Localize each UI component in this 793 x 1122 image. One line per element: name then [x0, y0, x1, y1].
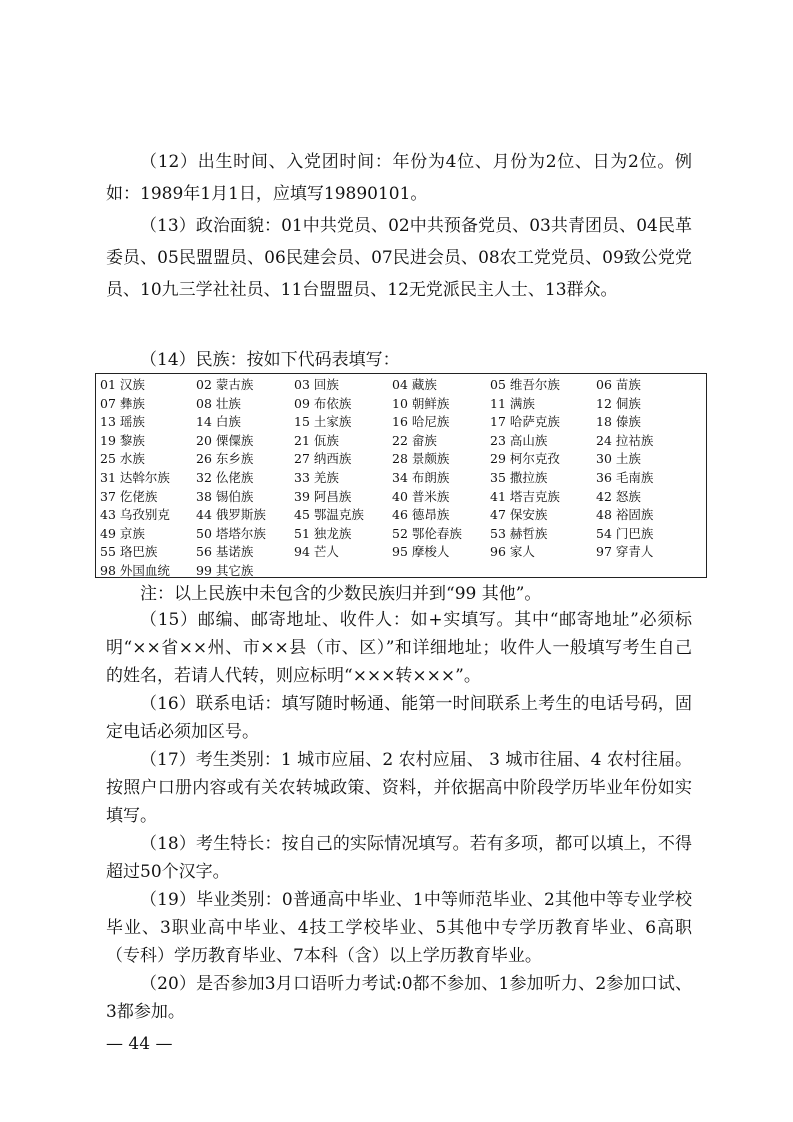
ethnic-code-cell: 49 京族 [100, 525, 145, 541]
paragraph-political-status: （13）政治面貌：01中共党员、02中共预备党员、03共青团员、04民革委员、05民盟盟员、06民建会员、07民进会员、08农工党党员、09致公党党员、10九三学社社员、11台盟盟员、12无党派民主人士、13群众。 [106, 216, 692, 300]
ethnic-code-cell: 29 柯尔克孜 [490, 451, 560, 467]
ethnic-code-cell: 54 门巴族 [596, 525, 654, 541]
ethnic-code-cell: 21 佤族 [294, 432, 339, 448]
ethnic-code-cell: 97 穿青人 [596, 544, 654, 560]
ethnic-code-cell: 50 塔塔尔族 [196, 525, 266, 541]
ethnic-code-cell: 40 普米族 [392, 488, 450, 504]
paragraph-oral-listening-exam: （20）是否参加3月口语听力考试:0都不参加、1参加听力、2参加口试、3都参加。 [106, 974, 692, 1022]
ethnic-code-cell: 51 独龙族 [294, 525, 352, 541]
ethnic-code-cell: 11 满族 [490, 395, 535, 411]
ethnic-code-cell: 28 景颇族 [392, 451, 450, 467]
ethnic-code-cell: 37 仡佬族 [100, 488, 158, 504]
ethnic-code-cell: 23 高山族 [490, 432, 548, 448]
paragraph-ethnicity: （14）民族：按如下代码表填写： [140, 350, 400, 370]
paragraph-phone: （16）联系电话：填写随时畅通、能第一时间联系上考生的电话号码，固定电话必须加区号。 [106, 694, 692, 742]
ethnic-code-cell: 55 珞巴族 [100, 544, 158, 560]
paragraph-candidate-category: （17）考生类别：1 城市应届、2 农村应届、 3 城市往届、4 农村往届。按照户口册内容或有关农转城政策、资料，并依据高中阶段学历毕业年份如实填写。 [106, 750, 692, 826]
paragraph-birth-date: （12）出生时间、入党团时间：年份为4位、月份为2位、日为2位。例如：1989年1月1日，应填写19890101。 [106, 152, 692, 204]
ethnic-code-cell: 45 鄂温克族 [294, 507, 364, 523]
ethnic-code-cell: 06 苗族 [596, 377, 641, 392]
ethnic-code-cell: 12 侗族 [596, 395, 641, 411]
ethnic-code-cell: 35 撒拉族 [490, 470, 548, 485]
ethnic-code-cell: 08 壮族 [196, 395, 241, 411]
ethnic-code-cell: 47 保安族 [490, 507, 548, 523]
ethnic-code-cell: 26 东乡族 [196, 451, 254, 467]
ethnic-code-cell: 07 彝族 [100, 395, 145, 411]
ethnic-code-cell: 24 拉祜族 [596, 432, 654, 448]
ethnic-code-cell: 02 蒙古族 [196, 377, 254, 392]
ethnic-code-cell: 46 德昂族 [392, 507, 450, 523]
ethnic-code-cell: 39 阿昌族 [294, 488, 352, 504]
ethnic-code-cell: 99 其它族 [196, 563, 254, 578]
ethnic-code-cell: 27 纳西族 [294, 451, 352, 467]
ethnic-code-cell: 15 土家族 [294, 414, 352, 430]
ethnic-code-cell: 41 塔吉克族 [490, 488, 560, 504]
ethnic-code-table [95, 373, 707, 578]
ethnic-code-cell: 96 家人 [490, 544, 535, 560]
ethnic-code-cell: 13 瑶族 [100, 414, 145, 430]
ethnic-code-cell: 31 达斡尔族 [100, 470, 170, 485]
ethnic-code-cell: 09 布依族 [294, 395, 352, 411]
ethnic-code-cell: 01 汉族 [100, 377, 145, 392]
ethnic-code-cell: 94 芒人 [294, 544, 339, 560]
ethnic-code-cell: 56 基诺族 [196, 544, 254, 560]
ethnic-code-cell: 25 水族 [100, 451, 145, 467]
ethnic-code-cell: 33 羌族 [294, 470, 339, 485]
ethnic-code-cell: 18 傣族 [596, 414, 641, 430]
ethnic-code-cell: 98 外国血统 [100, 563, 170, 578]
ethnic-code-cell: 34 布朗族 [392, 470, 450, 485]
ethnic-code-cell: 95 摩梭人 [392, 544, 450, 560]
ethnic-code-cell: 52 鄂伦春族 [392, 525, 462, 541]
ethnic-code-cell: 03 回族 [294, 377, 339, 392]
ethnic-code-cell: 48 裕固族 [596, 507, 654, 523]
page-number: — 44 — [106, 1034, 173, 1054]
ethnic-code-cell: 53 赫哲族 [490, 525, 548, 541]
paragraph-specialty: （18）考生特长：按自己的实际情况填写。若有多项，都可以填上，不得超过50个汉字。 [106, 834, 692, 882]
ethnic-code-cell: 20 傈僳族 [196, 432, 254, 448]
paragraph-mailing-address: （15）邮编、邮寄地址、收件人：如+实填写。其中“邮寄地址”必须标明“××省××州、市××县（市、区）”和详细地址；收件人一般填写考生自己的姓名，若请人代转，则应标明“×××转×××”。 [106, 610, 692, 686]
ethnic-code-cell: 10 朝鲜族 [392, 395, 450, 411]
ethnic-code-cell: 14 白族 [196, 414, 241, 430]
ethnic-code-cell: 17 哈萨克族 [490, 414, 560, 430]
ethnic-code-cell: 38 锡伯族 [196, 488, 254, 504]
ethnic-code-cell: 36 毛南族 [596, 470, 654, 485]
ethnic-code-cell: 05 维吾尔族 [490, 377, 560, 392]
ethnic-code-cell: 43 乌孜别克 [100, 507, 170, 523]
ethnic-code-cell: 44 俄罗斯族 [196, 507, 266, 523]
ethnic-note: 注：以上民族中未包含的少数民族归并到“99 其他”。 [140, 584, 542, 604]
ethnic-code-cell: 32 仫佬族 [196, 470, 254, 485]
ethnic-code-cell: 16 哈尼族 [392, 414, 450, 430]
ethnic-code-cell: 22 畲族 [392, 432, 437, 448]
paragraph-graduation-type: （19）毕业类别：0普通高中毕业、1中等师范毕业、2其他中等专业学校毕业、3职业高中毕业、4技工学校毕业、5其他中专学历教育毕业、6高职（专科）学历教育毕业、7本科（含）以上学历教育毕业。 [106, 890, 692, 966]
ethnic-code-cell: 19 黎族 [100, 432, 145, 448]
ethnic-code-cell: 04 藏族 [392, 377, 437, 392]
ethnic-code-cell: 30 土族 [596, 451, 641, 467]
ethnic-code-cell: 42 怒族 [596, 488, 641, 504]
